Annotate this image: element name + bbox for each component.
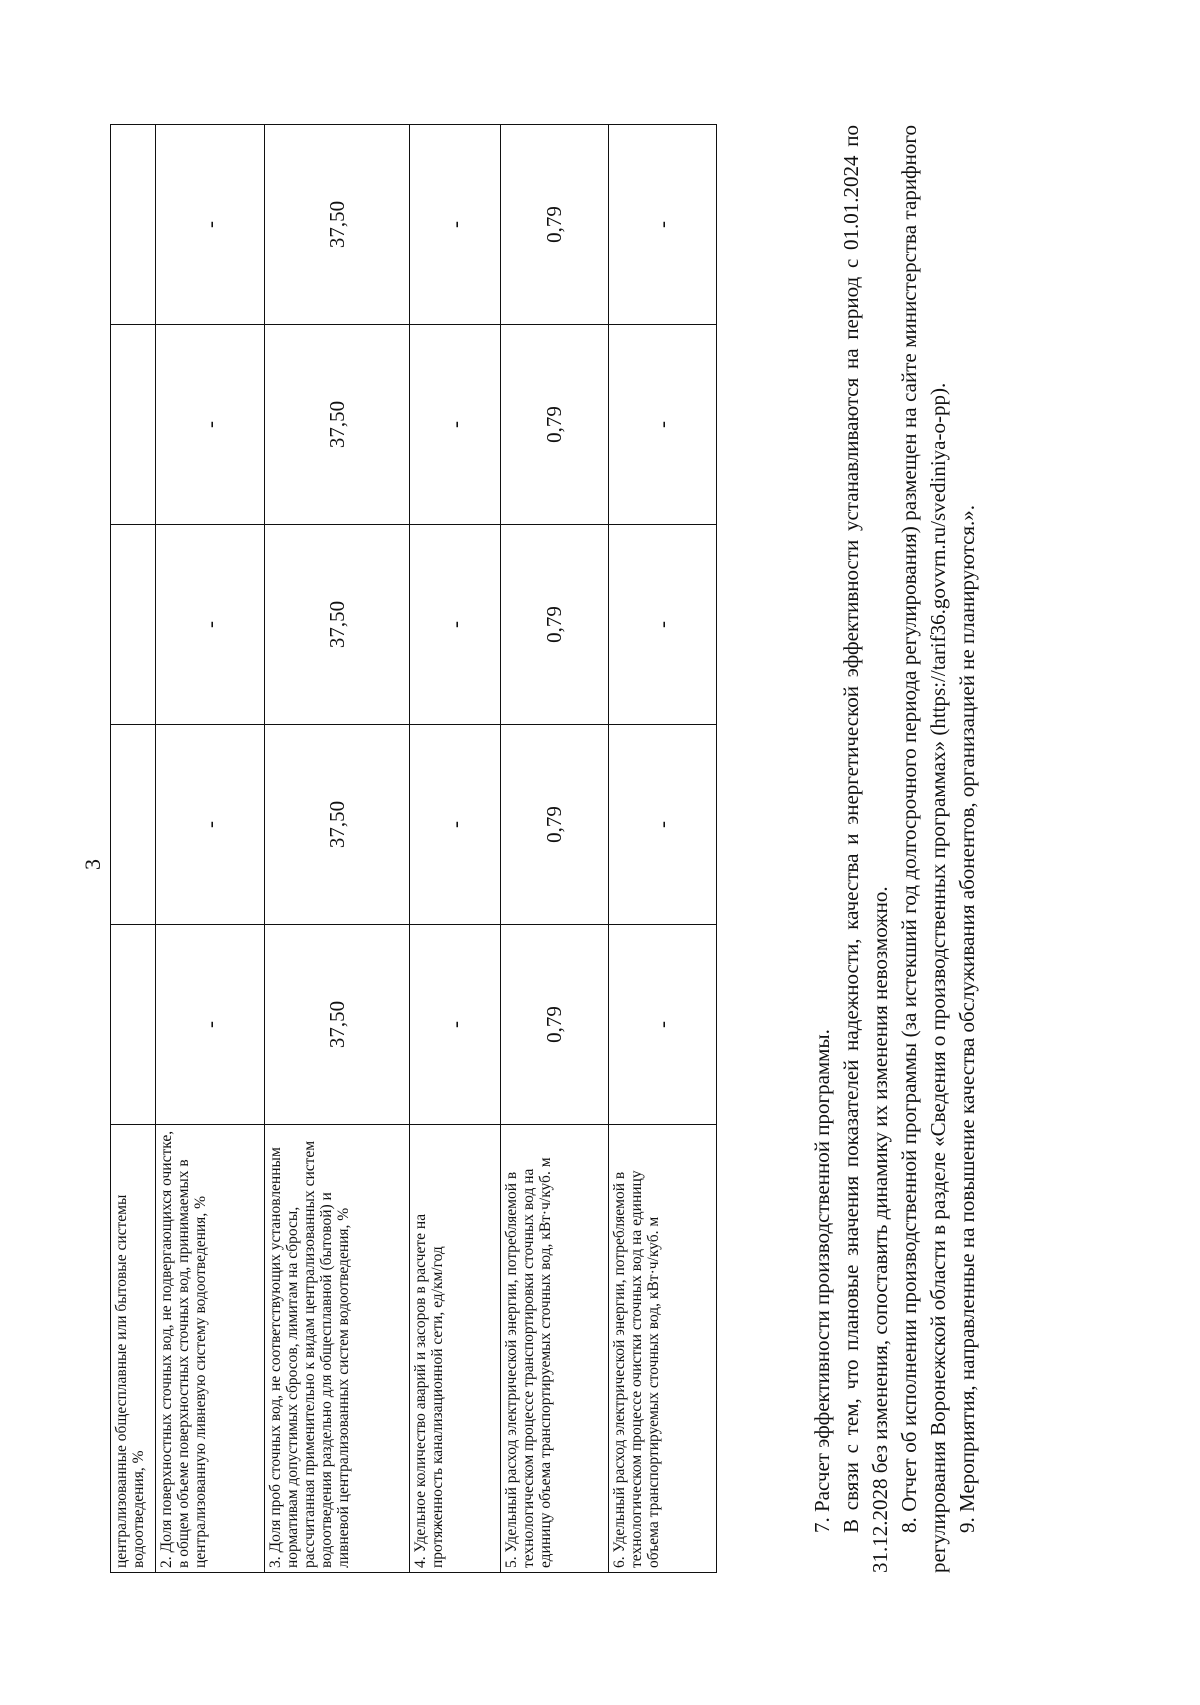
section-8-paragraph: 8. Отчет об исполнении производственной программы (за истекший год долгосрочного периода регулирования) размещен на сайте министерства тарифного регулирования Воронежской области в разделе «Сведения о производственных программах» (https://tarif36.govvrn.ru/svediniya-o-pp). [897,125,950,1573]
indicator-value [111,525,156,725]
indicator-value: 0,79 [501,325,609,525]
indicator-value: 37,50 [265,125,410,325]
indicator-value: - [410,125,501,325]
indicator-value: - [410,325,501,525]
table-row [410,125,501,1573]
indicator-value: - [609,925,717,1125]
indicator-value [111,325,156,525]
indicator-label: 4. Удельное количество аварий и засоров в расчете на протяженность канализационной сети, ед/км/год [410,1125,501,1573]
indicator-label: 3. Доля проб сточных вод, не соответствующих установленным нормативам допустимых сбросов, лимитам на сбросы, рассчитанная применительно к видам централизованных систем водоотведения раздельно для общесплавной (бытовой) и ливневой централизованных систем водоотведения, % [265,1125,410,1573]
body-text [808,125,982,1573]
indicator-value: - [609,525,717,725]
indicator-value: 0,79 [501,925,609,1125]
indicator-label: 6. Удельный расход электрической энергии, потребляемой в технологическом процессе очистки сточных вод на единицу объема транспортируемых сточных вод, кВт·ч/куб. м [609,1125,717,1573]
section-9-paragraph: 9. Мероприятия, направленные на повышение качества обслуживания абонентов, организацией не планируются.». [955,504,979,1533]
indicator-value: 37,50 [265,525,410,725]
indicators-table [110,124,717,1573]
indicator-value: 0,79 [501,725,609,925]
indicator-value: - [156,525,265,725]
indicator-value [111,925,156,1125]
table-row [501,125,609,1573]
indicator-value: 37,50 [265,925,410,1125]
section-7-paragraph: В связи с тем, что плановые значения показателей надежности, качества и энергетической эффективности устанавливаются на период с 01.01.2024 по 31.12.2028 без изменения, сопоставить динамику их изменения невозможно. [839,125,892,1573]
indicator-label: централизованные общесплавные или бытовые системы водоотведения, % [111,1125,156,1573]
table-row [111,125,156,1573]
indicator-value: - [609,725,717,925]
indicator-value: 0,79 [501,525,609,725]
indicator-value [111,725,156,925]
section-7-title: 7. Расчет эффективности производственной программы. [810,1029,834,1533]
indicator-value: - [609,325,717,525]
indicator-value: - [410,925,501,1125]
indicator-label: 5. Удельный расход электрической энергии, потребляемой в технологическом процессе транспортировки сточных вод на единицу объема транспортируемых сточных вод, кВт·ч/куб. м [501,1125,609,1573]
indicator-value: - [609,125,717,325]
indicator-value: 37,50 [265,325,410,525]
indicator-label: 2. Доля поверхностных сточных вод, не подвергающихся очистке, в общем объеме поверхностных сточных вод, принимаемых в централизованную ливневую систему водоотведения, % [156,1125,265,1573]
table-row [156,125,265,1573]
indicator-value: - [410,725,501,925]
indicator-value: 0,79 [501,125,609,325]
table-row [265,125,410,1573]
indicator-value: - [410,525,501,725]
indicator-value: - [156,925,265,1125]
indicator-value: 37,50 [265,725,410,925]
indicator-value: - [156,725,265,925]
indicator-value: - [156,125,265,325]
indicator-value [111,125,156,325]
page-number: 3 [80,859,105,870]
table-row [609,125,717,1573]
indicator-value: - [156,325,265,525]
